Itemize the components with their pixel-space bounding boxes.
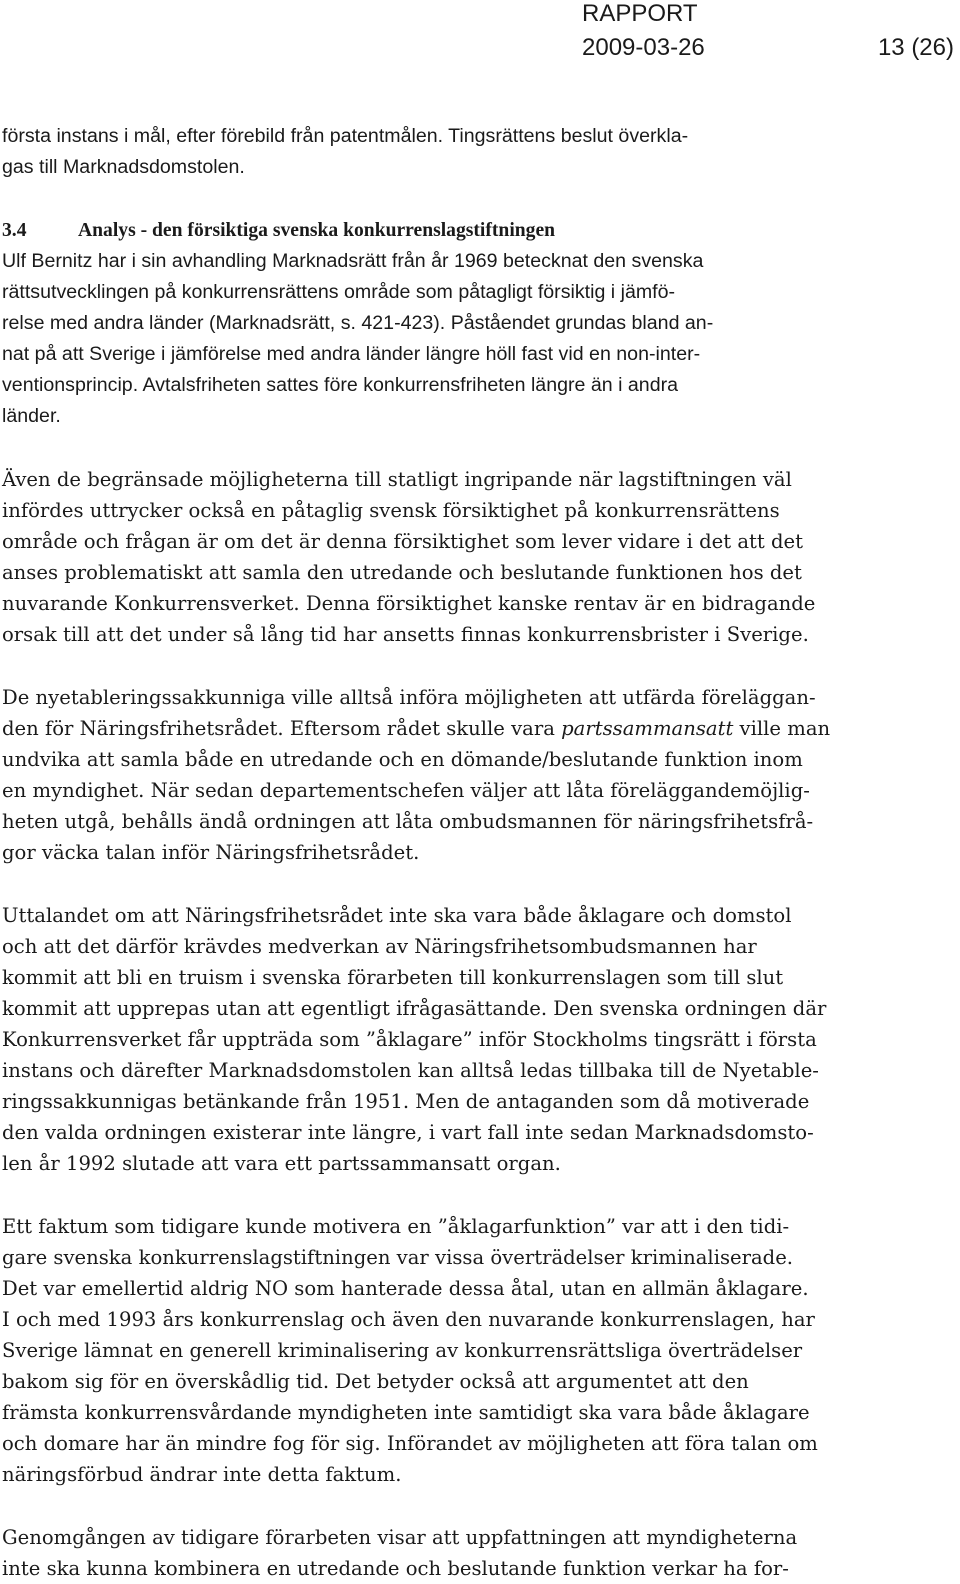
page-number: 13 (26) — [877, 34, 954, 61]
text-line: instans och därefter Marknadsdomstolen kan alltså ledas tillbaka till de Nyetable- — [2, 1059, 819, 1082]
text-line: Uttalandet om att Näringsfrihetsrådet inte ska vara både åklagare och domstol — [2, 904, 792, 927]
section-heading — [2, 215, 902, 246]
text-line: och att det därför krävdes medverkan av Näringsfrihetsombudsmannen har — [2, 935, 757, 958]
text-line: undvika att samla både en utredande och en dömande/beslutande funktion inom — [2, 748, 803, 771]
text-line: I och med 1993 års konkurrenslag och även den nuvarande konkurrenslagen, har — [2, 1308, 815, 1331]
text-line: gas till Marknadsdomstolen. — [2, 156, 245, 178]
paragraph — [2, 246, 902, 432]
text-line: Ulf Bernitz har i sin avhandling Marknadsrätt från år 1969 betecknat den svenska — [2, 250, 704, 272]
text-line: näringsförbud ändrar inte detta faktum. — [2, 1463, 402, 1486]
text-line: ringssakkunnigas betänkande från 1951. Men de antaganden som då motiverade — [2, 1090, 810, 1113]
text-line: heten utgå, behålls ändå ordningen att låta ombudsmannen för näringsfrihetsfrå- — [2, 810, 814, 833]
section-number: 3.4 — [2, 220, 27, 241]
text-line: relse med andra länder (Marknadsrätt, s. 421-423). Påståendet grundas bland an- — [2, 312, 714, 334]
text-line: bakom sig för en överskådlig tid. Det betyder också att argumentet att den — [2, 1370, 749, 1393]
text-line: första instans i mål, efter förebild från patentmålen. Tingsrättens beslut överkla- — [2, 125, 689, 147]
text-line: Ett faktum som tidigare kunde motivera en ”åklagarfunktion” var att i den tidi- — [2, 1215, 790, 1238]
section-title: Analys - den försiktiga svenska konkurrenslagstiftningen — [78, 220, 556, 241]
text-line: nuvarande Konkurrensverket. Denna försiktighet kanske rentav är en bidragande — [2, 592, 816, 615]
text-line: kommit att bli en truism i svenska förarbeten till konkurrenslagen som till slut — [2, 966, 784, 989]
text-line: orsak till att det under så lång tid har ansetts finnas konkurrensbrister i Sverige. — [2, 623, 809, 646]
text-line: Även de begränsade möjligheterna till statligt ingripande när lagstiftningen väl — [2, 468, 792, 491]
text-line: Genomgången av tidigare förarbeten visar att uppfattningen att myndigheterna — [2, 1526, 798, 1549]
report-date: 2009-03-26 — [582, 34, 705, 61]
paragraph — [2, 464, 902, 650]
text-line: den valda ordningen existerar inte längre, i vart fall inte sedan Marknadsdomsto- — [2, 1121, 814, 1144]
text-line: område och frågan är om det är denna försiktighet som lever vidare i det att det — [2, 530, 804, 553]
report-label: RAPPORT — [582, 0, 698, 27]
document-body — [2, 121, 902, 1584]
paragraph — [2, 900, 902, 1179]
text-line: främsta konkurrensvårdande myndigheten inte samtidigt ska vara både åklagare — [2, 1401, 810, 1424]
text-line: länder. — [2, 405, 61, 427]
italic-term: partssammansatt — [561, 717, 734, 740]
text-line: anses problematiskt att samla den utredande och beslutande funktionen hos det — [2, 561, 802, 584]
text-line: rättsutvecklingen på konkurrensrättens område som påtagligt försiktig i jämfö- — [2, 281, 676, 303]
text-line: De nyetableringssakkunniga ville alltså införa möjligheten att utfärda föreläggan- — [2, 686, 816, 709]
text-line: kommit att upprepas utan att egentligt ifrågasättande. Den svenska ordningen där — [2, 997, 827, 1020]
text-run: den för Näringsfrihetsrådet. Eftersom rådet skulle vara — [2, 717, 562, 740]
paragraph — [2, 1211, 902, 1490]
text-line: gor väcka talan inför Näringsfrihetsrådet. — [2, 841, 420, 864]
text-line: Sverige lämnat en generell kriminalisering av konkurrensrättsliga överträdelser — [2, 1339, 803, 1362]
text-line: nat på att Sverige i jämförelse med andra länder längre höll fast vid en non-inter- — [2, 343, 701, 365]
text-run: ville man — [733, 717, 831, 740]
text-line — [2, 713, 902, 744]
text-line: Konkurrensverket får uppträda som ”åklagare” inför Stockholms tingsrätt i första — [2, 1028, 817, 1051]
page-header — [0, 0, 960, 70]
text-line: infördes uttrycker också en påtaglig svensk försiktighet på konkurrensrättens — [2, 499, 780, 522]
paragraph-continuation — [2, 121, 902, 183]
text-line: och domare har än mindre fog för sig. Införandet av möjligheten att föra talan om — [2, 1432, 818, 1455]
paragraph — [2, 1522, 902, 1584]
paragraph — [2, 682, 902, 868]
text-line: inte ska kunna kombinera en utredande och beslutande funktion verkar ha for- — [2, 1557, 789, 1580]
text-line: gare svenska konkurrenslagstiftningen var vissa överträdelser kriminaliserade. — [2, 1246, 794, 1269]
text-line: ventionsprincip. Avtalsfriheten sattes före konkurrensfriheten längre än i andra — [2, 374, 679, 396]
text-line: len år 1992 slutade att vara ett partssammansatt organ. — [2, 1152, 561, 1175]
text-line: en myndighet. När sedan departementschefen väljer att låta föreläggandemöjlig- — [2, 779, 810, 802]
text-line: Det var emellertid aldrig NO som hanterade dessa åtal, utan en allmän åklagare. — [2, 1277, 809, 1300]
